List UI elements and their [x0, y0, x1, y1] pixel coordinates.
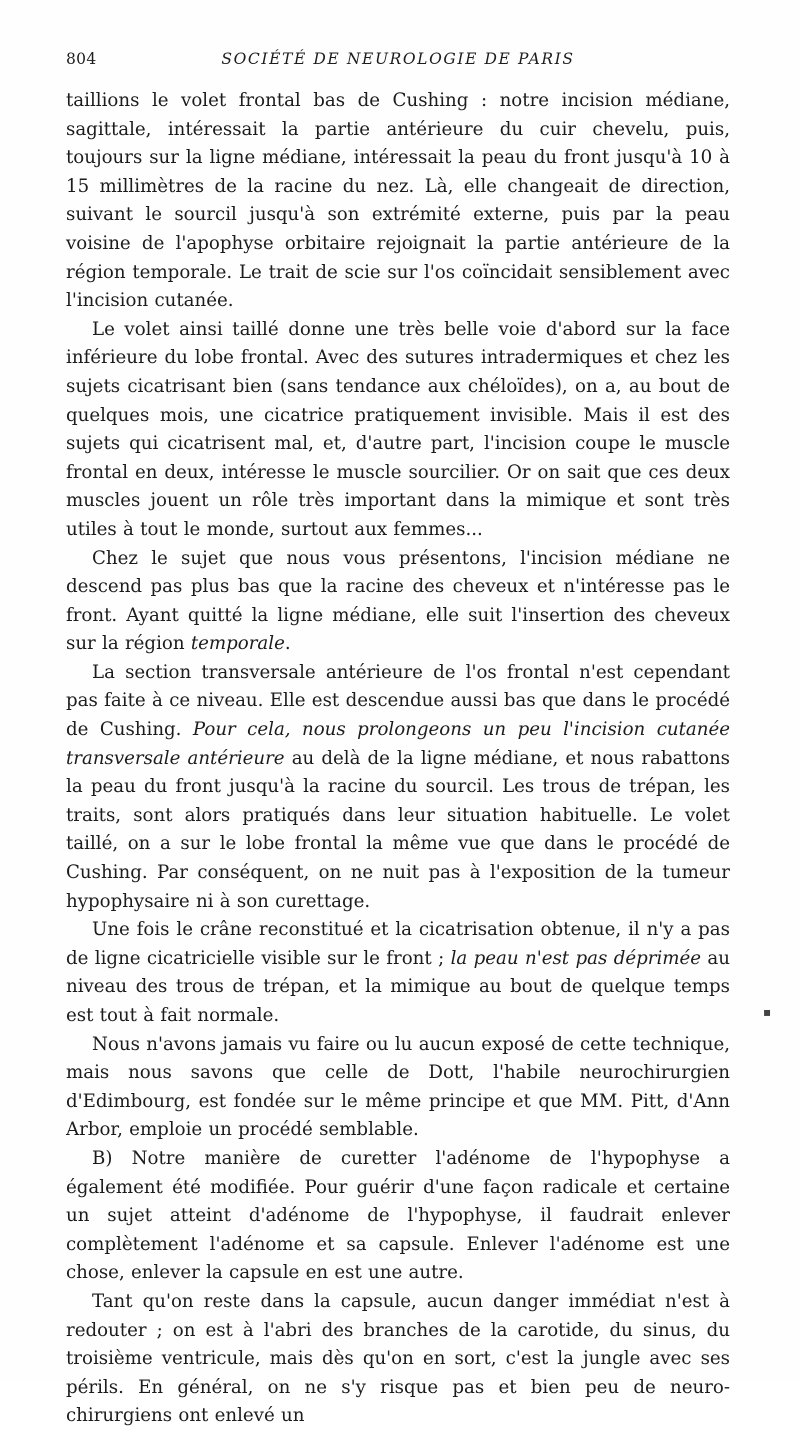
- emphasis-text: la peau n'est pas déprimée: [450, 947, 702, 969]
- paragraph: [66, 545, 730, 659]
- paragraph-text: au delà de la ligne médiane, et nous rabattons la peau du front jusqu'à la racine du sourcil. Les trous de trépan, les traits, sont alors pratiqués dans leur situation habituelle. Le volet taillé, on a sur le lobe frontal la même vue que dans le procédé de Cushing. Par conséquent, on ne nuit pas à l'exposition de la tumeur hypophysaire ni à son curettage.: [66, 747, 730, 912]
- paragraph: B) Notre manière de curetter l'adénome de l'hypophyse a également été modifiée. Pour guérir d'une façon radicale et certaine un sujet atteint d'adénome de l'hypophyse, il faudrait enlever complètement l'adénome et sa capsule. Enlever l'adénome est une chose, enlever la capsule en est une autre.: [66, 1147, 730, 1284]
- page-number: 804: [66, 50, 97, 68]
- paragraph: Nous n'avons jamais vu faire ou lu aucun exposé de cette technique, mais nous savons que celle de Dott, l'habile neurochirurgien d'Edimbourg, est fondée sur le même principe et que MM. Pitt, d'Ann Arbor, emploie un procédé semblable.: [66, 1033, 730, 1141]
- margin-mark: ▪: [763, 1005, 772, 1019]
- paragraph-text: Une fois le crâne reconstitué et la cicatrisation obtenue, il n'y a pas de ligne cicatricielle visible sur le front ;: [66, 919, 730, 969]
- paragraph: [66, 916, 730, 1030]
- paragraph: [66, 659, 730, 916]
- paragraph-text: au niveau des trous de trépan, et la mimique au bout de quelque temps est tout à fait normale.: [66, 947, 730, 1026]
- paragraph: Le volet ainsi taillé donne une très belle voie d'abord sur la face inférieure du lobe frontal. Avec des sutures intradermiques et chez les sujets cicatrisant bien (sans tendance aux chéloïdes), on a, au bout de quelques mois, une cicatrice pratiquement invisible. Mais il est des sujets qui cicatrisent mal, et, d'autre part, l'incision coupe le muscle frontal en deux, intéresse le muscle sourcilier. Or on sait que ces deux muscles jouent un rôle très important dans la mimique et sont très utiles à tout le monde, surtout aux femmes...: [66, 318, 730, 540]
- paragraph-text: La section transversale antérieure de l'os frontal n'est cependant pas faite à ce niveau. Elle est descendue aussi bas que dans le procédé de Cushing.: [66, 661, 730, 741]
- running-title: SOCIÉTÉ DE NEUROLOGIE DE PARIS: [221, 50, 575, 68]
- paragraph: taillions le volet frontal bas de Cushing : notre incision médiane, sagittale, intéressait la partie antérieure du cuir chevelu, puis, toujours sur la ligne médiane, intéressait la peau du front jusqu'à 10 à 15 millimètres de la racine du nez. Là, elle changeait de direction, suivant le sourcil jusqu'à son extrémité externe, puis par la peau voisine de l'apophyse orbitaire rejoignait la partie antérieure de la région temporale. Le trait de scie sur l'os coïncidait sensiblement avec l'incision cutanée.: [66, 90, 730, 312]
- body-text: [66, 87, 730, 1431]
- page-header: [66, 50, 730, 74]
- paragraph-text: .: [284, 633, 291, 655]
- emphasis-text: temporale: [190, 633, 285, 655]
- paragraph-text: Chez le sujet que nous vous présentons, l'incision médiane ne descend pas plus bas que la racine des cheveux et n'intéresse pas le front. Ayant quitté la ligne médiane, elle suit l'insertion des cheveux sur la région: [66, 547, 730, 655]
- emphasis-text: Pour cela, nous prolongeons un peu l'incision cutanée transversale antérieure: [66, 719, 730, 769]
- paragraph: Tant qu'on reste dans la capsule, aucun danger immédiat n'est à redouter ; on est à l'abri des branches de la carotide, du sinus, du troisième ventricule, mais dès qu'on en sort, c'est la jungle avec ses périls. En général, on ne s'y risque pas et bien peu de neuro-chirurgiens ont enlevé un: [66, 1290, 730, 1427]
